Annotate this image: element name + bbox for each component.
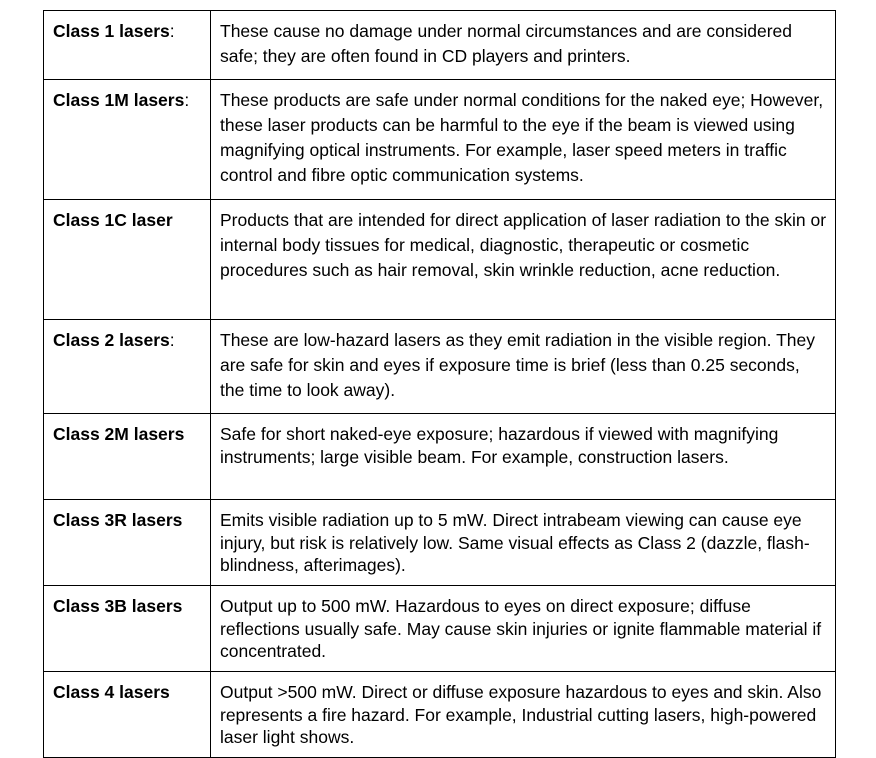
table-row-class-1m [44,80,836,200]
class-name-cell [44,80,211,200]
class-name-cell [44,500,211,586]
class-name-cell [44,586,211,672]
table-row-class-4 [44,672,836,758]
class-name-cell [44,672,211,758]
class-name: Class 2M lasers [53,424,185,444]
class-description-cell [211,586,836,672]
table-row-class-3b [44,586,836,672]
class-name: Class 2 lasers [53,330,170,350]
table-row-class-3r [44,500,836,586]
class-description: These cause no damage under normal circumstances and are considered safe; they are often found in CD players and printers. [220,21,792,66]
class-description-cell [211,11,836,80]
class-name-suffix: : [169,21,175,41]
class-name: Class 1 lasers [53,21,170,41]
class-description: These products are safe under normal conditions for the naked eye; However, these laser products can be harmful to the eye if the beam is viewed using magnifying optical instruments. For example, laser speed meters in traffic control and fibre optic communication systems. [220,90,824,185]
class-description-cell [211,500,836,586]
class-description: Emits visible radiation up to 5 mW. Direct intrabeam viewing can cause eye injury, but risk is relatively low. Same visual effects as Class 2 (dazzle, flash-blindness, afterimages). [220,510,810,575]
class-name: Class 3B lasers [53,596,183,616]
class-description: Output up to 500 mW. Hazardous to eyes on direct exposure; diffuse reflections usually safe. May cause skin injuries or ignite flammable material if concentrated. [220,596,822,661]
class-name: Class 3R lasers [53,510,183,530]
class-name-cell [44,200,211,320]
table-row-class-1 [44,11,836,80]
laser-classes-table [43,10,836,758]
class-description: These are low-hazard lasers as they emit radiation in the visible region. They are safe for skin and eyes if exposure time is brief (less than 0.25 seconds, the time to look away). [220,330,815,400]
class-description-cell [211,80,836,200]
class-description-cell [211,320,836,414]
laser-classes-table-body [44,11,836,758]
class-description: Output >500 mW. Direct or diffuse exposure hazardous to eyes and skin. Also represents a fire hazard. For example, Industrial cutting lasers, high-powered laser light shows. [220,682,822,747]
table-row-class-2m [44,414,836,500]
class-description: Safe for short naked-eye exposure; hazardous if viewed with magnifying instruments; large visible beam. For example, construction lasers. [220,424,779,467]
class-name-cell [44,11,211,80]
class-name-cell [44,414,211,500]
class-description-cell [211,672,836,758]
class-name-suffix: : [184,90,190,110]
class-description-cell [211,414,836,500]
table-row-class-1c [44,200,836,320]
class-description-cell [211,200,836,320]
class-name-cell [44,320,211,414]
class-description: Products that are intended for direct application of laser radiation to the skin or internal body tissues for medical, diagnostic, therapeutic or cosmetic procedures such as hair removal, skin wrinkle reduction, acne reduction. [220,210,827,280]
class-name-suffix: : [169,330,175,350]
table-row-class-2 [44,320,836,414]
class-name: Class 4 lasers [53,682,170,702]
class-name: Class 1M lasers [53,90,185,110]
class-name: Class 1C laser [53,210,173,230]
